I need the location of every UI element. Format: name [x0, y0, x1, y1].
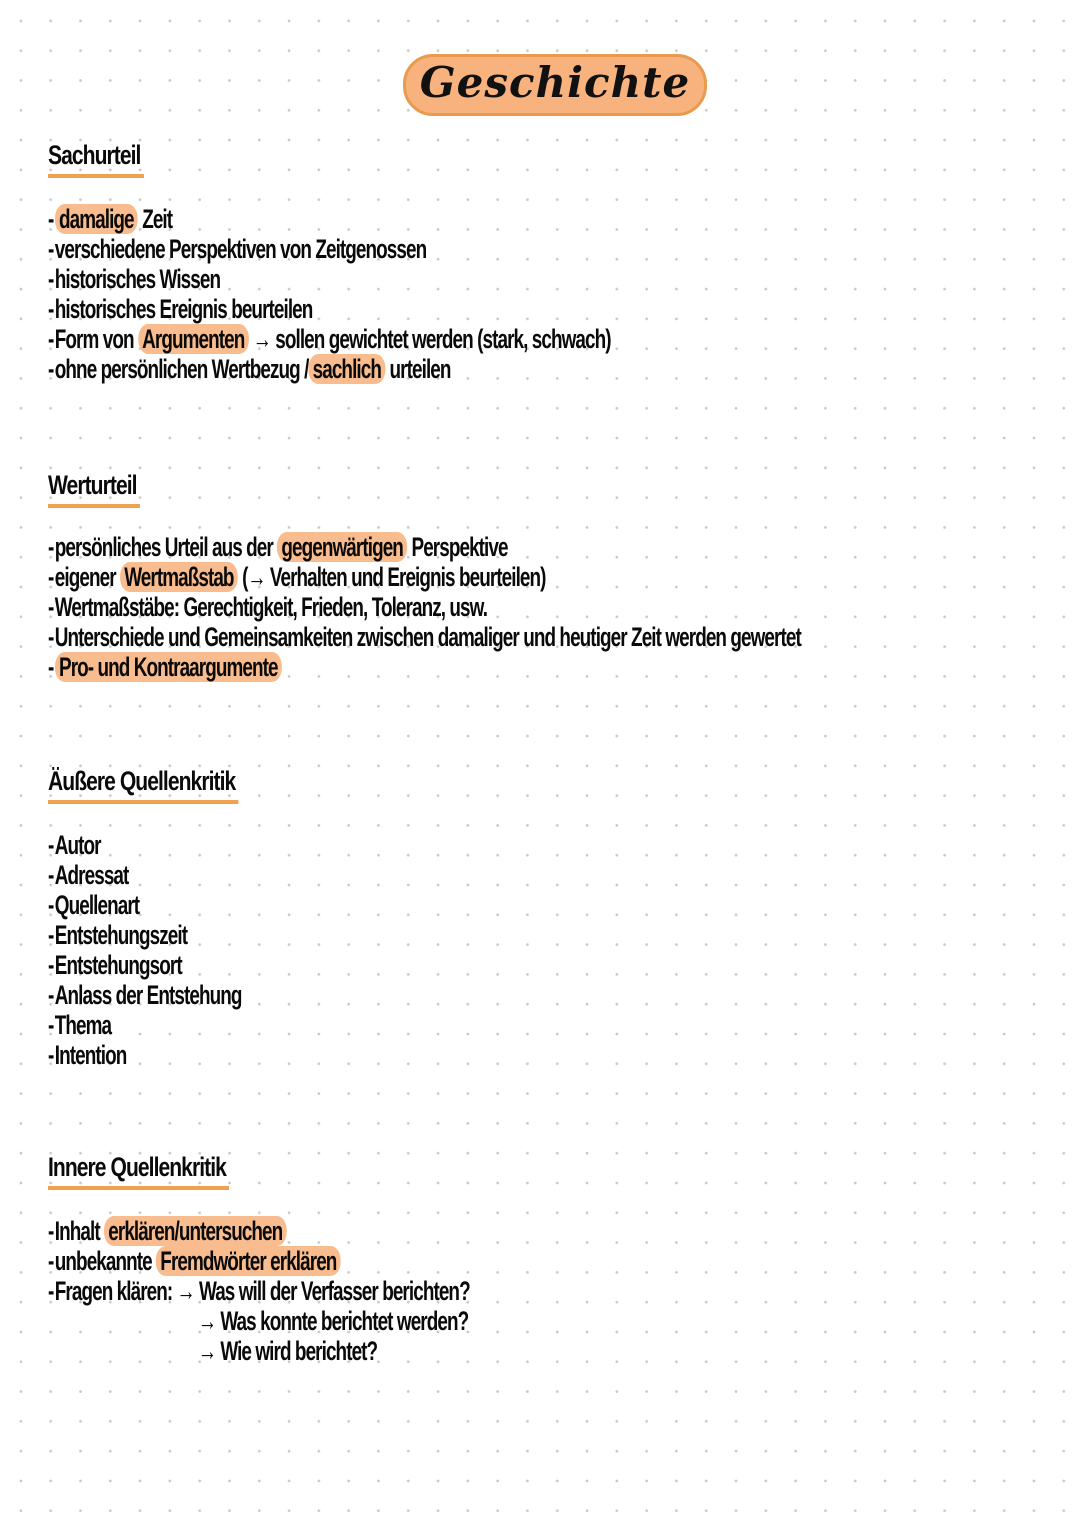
item-text: eigener [54, 562, 121, 592]
bullet-dash: - [48, 890, 54, 920]
bullet-dash: - [48, 294, 54, 324]
item-text: Inhalt [54, 1216, 105, 1246]
highlighted-text: Argumenten [138, 324, 249, 354]
list-item [48, 860, 242, 890]
item-text: ohne persönlichen Wertbezug / [54, 354, 309, 384]
item-list [48, 1216, 650, 1306]
section-innere-quellenkritik [48, 1150, 650, 1366]
highlighted-text: sachlich [308, 354, 385, 384]
bullet-dash: - [48, 1216, 54, 1246]
bullet-dash: - [48, 652, 54, 682]
bullet-dash: - [48, 264, 54, 294]
highlighted-text: damalige [55, 204, 138, 234]
section-heading: Sachurteil [48, 138, 144, 178]
item-list [48, 532, 1080, 682]
list-item [48, 1040, 242, 1070]
item-text: Entstehungsort [54, 950, 182, 980]
list-item [48, 324, 611, 354]
item-text: Entstehungszeit [54, 920, 188, 950]
bullet-dash: - [48, 920, 54, 950]
list-item [48, 354, 611, 384]
sub-list-item: → Was konnte berichtet werden? [198, 1306, 469, 1336]
item-text: → sollen gewichtet werden (stark, schwach) [248, 324, 611, 354]
page-title: Geschichte [403, 54, 708, 116]
bullet-dash: - [48, 980, 54, 1010]
list-item [48, 592, 801, 622]
bullet-dash: - [48, 324, 54, 354]
bullet-dash: - [48, 1040, 54, 1070]
bullet-dash: - [48, 1276, 54, 1306]
list-item [48, 890, 242, 920]
list-item [48, 1246, 470, 1276]
bullet-dash: - [48, 622, 54, 652]
section-heading: Äußere Quellenkritik [48, 764, 238, 804]
item-text: Adressat [54, 860, 129, 890]
item-text: Perspektive [407, 532, 508, 562]
list-item [48, 830, 242, 860]
bullet-dash: - [48, 592, 54, 622]
bullet-dash: - [48, 950, 54, 980]
bullet-dash: - [48, 234, 54, 264]
item-text: Thema [54, 1010, 112, 1040]
bullet-dash: - [48, 860, 54, 890]
list-item [48, 980, 242, 1010]
list-item [48, 920, 242, 950]
item-text: unbekannte [54, 1246, 157, 1276]
bullet-dash: - [48, 1246, 54, 1276]
sub-item-list [48, 1306, 650, 1366]
bullet-dash: - [48, 830, 54, 860]
item-list [48, 830, 324, 1070]
item-text: Unterschiede und Gemeinsamkeiten zwischen damaliger und heutiger Zeit werden gewertet [54, 622, 801, 652]
item-text: urteilen [385, 354, 451, 384]
item-text: historisches Wissen [54, 264, 221, 294]
section-heading: Innere Quellenkritik [48, 1150, 229, 1190]
list-item [48, 234, 611, 264]
bullet-dash: - [48, 532, 54, 562]
highlighted-text: Fremdwörter erklären [156, 1246, 341, 1276]
list-item [48, 950, 242, 980]
list-item [48, 1216, 470, 1246]
item-text: persönliches Urteil aus der [54, 532, 278, 562]
bullet-dash: - [48, 204, 54, 234]
item-text: Autor [54, 830, 101, 860]
item-text: Quellenart [54, 890, 140, 920]
item-text: Anlass der Entstehung [54, 980, 242, 1010]
list-item [48, 532, 801, 562]
list-item [48, 1276, 470, 1306]
item-list [48, 204, 852, 384]
list-item [48, 622, 801, 652]
item-text: historisches Ereignis beurteilen [54, 294, 313, 324]
highlighted-text: Pro- und Kontraargumente [55, 652, 282, 682]
title-area [0, 26, 1080, 144]
bullet-dash: - [48, 1010, 54, 1040]
list-item [48, 204, 611, 234]
item-text: (→ Verhalten und Ereignis beurteilen) [237, 562, 546, 592]
highlighted-text: gegenwärtigen [277, 532, 407, 562]
list-item [48, 652, 801, 682]
section-aeussere-quellenkritik [48, 764, 324, 1070]
section-werturteil [48, 468, 1080, 682]
section-sachurteil [48, 138, 852, 384]
list-item [48, 294, 611, 324]
highlighted-text: Wertmaßstab [120, 562, 238, 592]
list-item [48, 264, 611, 294]
item-text: Wertmaßstäbe: Gerechtigkeit, Frieden, Toleranz, usw. [54, 592, 488, 622]
section-heading: Werturteil [48, 468, 140, 508]
item-text: verschiedene Perspektiven von Zeitgenossen [54, 234, 427, 264]
list-item [48, 562, 801, 592]
item-text: Fragen klären: → Was will der Verfasser berichten? [54, 1276, 470, 1306]
item-text: Intention [54, 1040, 127, 1070]
item-text: Zeit [137, 204, 173, 234]
bullet-dash: - [48, 354, 54, 384]
highlighted-text: erklären/untersuchen [104, 1216, 286, 1246]
sub-list-item: → Wie wird berichtet? [198, 1336, 378, 1366]
item-text: Form von [54, 324, 138, 354]
list-item [48, 1010, 242, 1040]
bullet-dash: - [48, 562, 54, 592]
